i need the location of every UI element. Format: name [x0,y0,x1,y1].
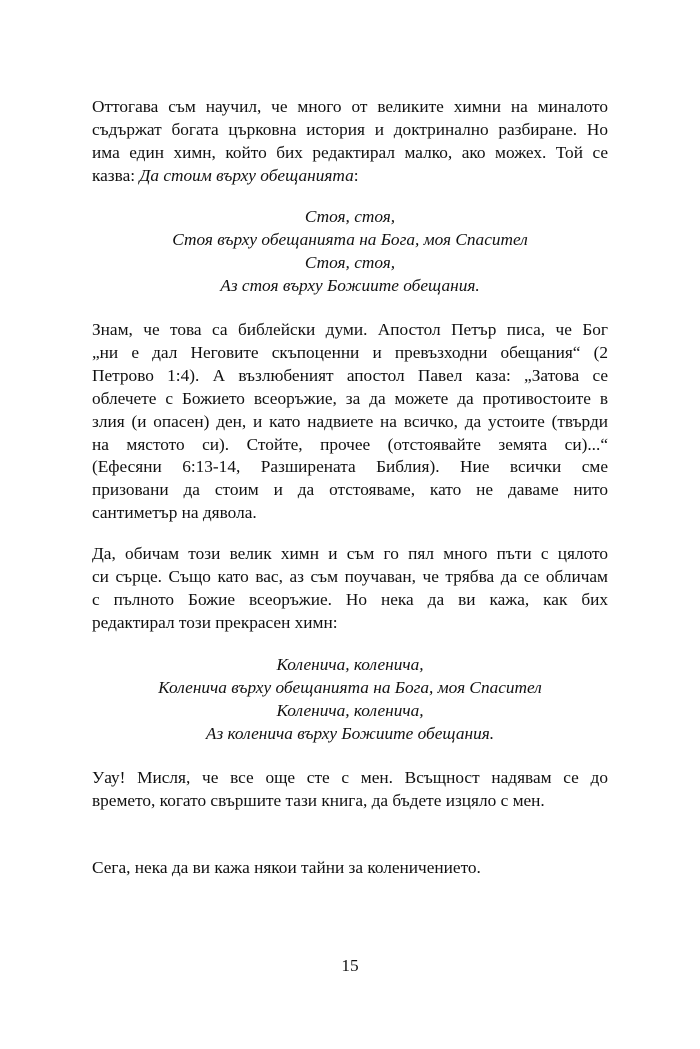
paragraph-line: Уау! Мисля, че все още сте с мен. Всъщност надявам се до [92,768,608,787]
paragraph-2 [92,319,608,525]
paragraph-1 [92,96,608,188]
verse-line: Стоя върху обещанията на Бога, моя Спасител [172,229,528,249]
verse-line: Стоя, стоя, [304,207,396,226]
verse-line: Аз коленича върху Божиите обещания. [205,723,495,743]
paragraph-line: Петрово 1:4). А възлюбеният апостол Павел каза: „Затова се [92,365,608,385]
paragraph-5 [92,857,608,880]
paragraph-line: „ни е дал Неговите скъпоценни и превъзходни обещания“ (2 [92,342,608,362]
verse-line: Коленича, коленича, [276,700,424,720]
paragraph-line: злия (и опасен) ден, и като надвиете на всичко, да устоите (твърди [92,411,608,431]
paragraph-line: Сега, нека да ви кажа някои тайни за коленичението. [92,858,481,877]
paragraph-line: с пълното Божие всеоръжие. Но нека да ви кажа, как бих [92,589,608,609]
paragraph-line: времето, когато свършите тази книга, да бъдете изцяло с мен. [92,790,545,810]
paragraph-text: : [353,165,359,185]
verse-line: Коленича, коленича, [276,655,424,674]
verse-line: Аз стоя върху Божиите обещания. [220,275,480,295]
verse-line: Коленича върху обещанията на Бога, моя Спасител [158,677,542,697]
paragraph-3 [92,543,608,635]
paragraph-line: Оттогава съм научил, че много от великите химни на миналото [92,97,608,116]
paragraph-line: (Ефесяни 6:13-14, Разширената Библия). Ние всички сме [92,457,608,477]
hymn-verse-kneel [92,654,608,746]
page-number: 15 [341,956,359,975]
paragraph-line: призовани да стоим и да отстояваме, като не даваме нито [92,480,608,500]
paragraph-line: облечете с Божието всеоръжие, за да можете да противостоите в [92,388,608,408]
paragraph-line: си сърце. Също като вас, аз съм поучаван, че трябва да се обличам [92,566,608,586]
paragraph-line: Да, обичам този велик химн и съм го пял много пъти с цялото [92,544,608,563]
paragraph-line: съдържат богата църковна история и доктринално разбиране. Но [92,119,608,139]
hymn-title: Да стоим върху обещанията [139,165,354,185]
paragraph-line: Знам, че това са библейски думи. Апостол Петър писа, че Бог [92,320,608,339]
paragraph-line: сантиметър на дявола. [92,503,257,523]
paragraph-line: на мястото си). Стойте, прочее (отстоявайте земята си)...“ [92,434,608,454]
paragraph-line: има един химн, който бих редактирал малко, ако можех. Той се [92,142,608,162]
paragraph-text: казва: [92,165,140,185]
hymn-verse-stand [92,206,608,298]
paragraph-line [92,165,608,188]
paragraph-4 [92,767,608,813]
verse-line: Стоя, стоя, [304,252,396,272]
paragraph-line: редактирал този прекрасен химн: [92,612,338,632]
